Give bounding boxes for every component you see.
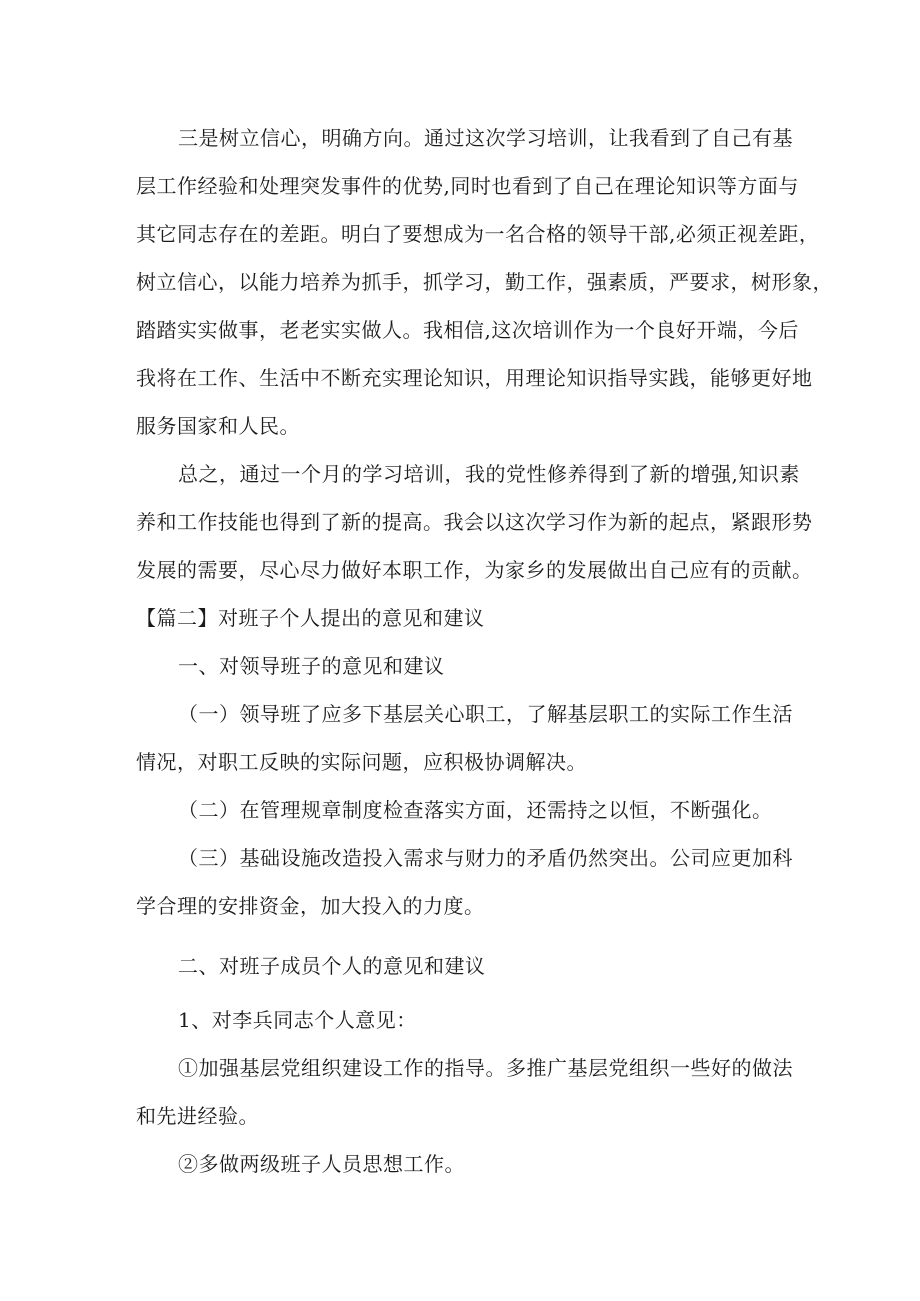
text-line: 养和工作技能也得到了新的提高。我会以这次学习作为新的起点，紧跟形势 [136, 510, 813, 534]
text-line: 层工作经验和处理突发事件的优势,同时也看到了自己在理论知识等方面与 [136, 174, 799, 198]
text-line: ②多做两级班子人员思想工作。 [178, 1152, 465, 1176]
section-heading: 【篇二】对班子个人提出的意见和建议 [136, 606, 485, 630]
text-line: 学合理的安排资金，加大投入的力度。 [136, 894, 485, 918]
text-line: （一）领导班了应多下基层关心职工，了解基层职工的实际工作生活 [178, 702, 793, 726]
text-line: 情况，对职工反映的实际问题，应积极协调解决。 [136, 750, 587, 774]
text-line: 服务国家和人民。 [136, 414, 300, 438]
subsection-heading: 一、对领导班子的意见和建议 [178, 654, 445, 678]
text-line: 树立信心，以能力培养为抓手，抓学习，勤工作，强素质，严要求，树形象， [136, 270, 833, 294]
text-line: 和先进经验。 [136, 1104, 259, 1128]
text-line: 踏踏实实做事，老老实实做人。我相信,这次培训作为一个良好开端，今后 [136, 318, 799, 342]
text-line: （二）在管理规章制度检查落实方面，还需持之以恒，不断强化。 [178, 798, 773, 822]
text-line: 我将在工作、生活中不断充实理论知识，用理论知识指导实践，能够更好地 [136, 366, 813, 390]
text-line: （三）基础设施改造投入需求与财力的矛盾仍然突出。公司应更加科 [178, 846, 793, 870]
text-line: 其它同志存在的差距。明白了要想成为一名合格的领导干部,必须正视差距， [136, 222, 820, 246]
text-line: 1、对李兵同志个人意见： [178, 1008, 417, 1032]
text-line: 总之，通过一个月的学习培训，我的党性修养得到了新的增强,知识素 [178, 462, 800, 486]
text-line: 发展的需要，尽心尽力做好本职工作，为家乡的发展做出自己应有的贡献。 [136, 558, 813, 582]
text-line: 三是树立信心，明确方向。通过这次学习培训，让我看到了自己有基 [178, 126, 793, 150]
text-line: ①加强基层党组织建设工作的指导。多推广基层党组织一些好的做法 [178, 1056, 793, 1080]
subsection-heading: 二、对班子成员个人的意见和建议 [178, 954, 486, 978]
